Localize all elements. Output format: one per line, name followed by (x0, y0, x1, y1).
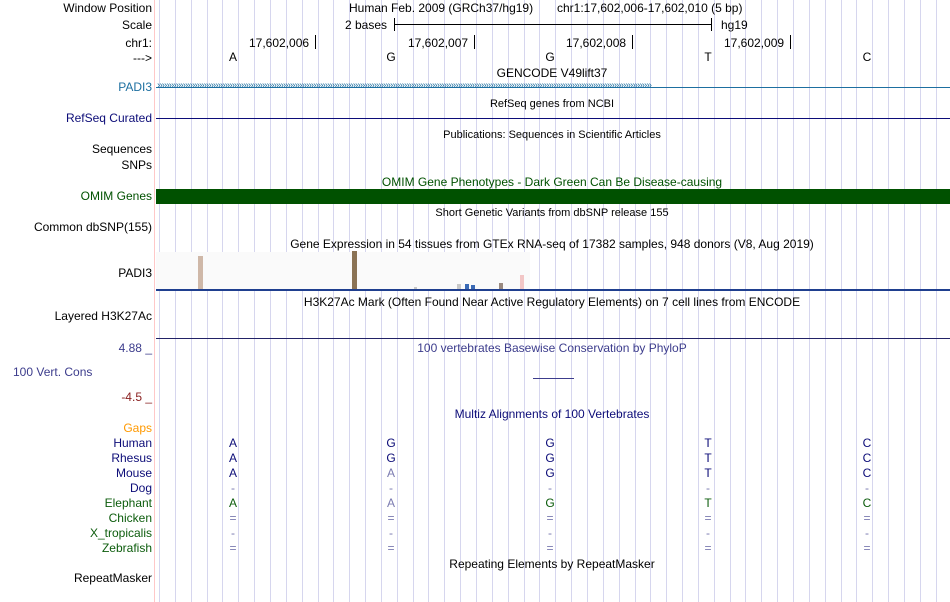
reference-base: T (704, 50, 712, 64)
strand-label: ---> (133, 51, 152, 65)
alignment-base: = (546, 541, 554, 555)
alignment-base: = (704, 511, 712, 525)
alignment-base: - (865, 526, 869, 540)
reference-base: C (862, 50, 872, 64)
publications-track-label[interactable]: Sequences (91, 142, 152, 156)
dbsnp-track-title: Short Genetic Variants from dbSNP release 155 (435, 207, 669, 219)
ruler-tick (315, 35, 316, 49)
gencode-track-title: GENCODE V49lift37 (496, 66, 608, 80)
alignment-base: - (865, 481, 869, 495)
reference-base: A (228, 50, 237, 64)
publications-track-title: Publications: Sequences in Scientific Articles (443, 129, 661, 141)
omim-track-label[interactable]: OMIM Genes (80, 189, 152, 203)
gtex-tissue-bar[interactable] (520, 275, 524, 289)
reference-base: G (545, 50, 555, 64)
species-label: Dog (129, 481, 152, 495)
ruler-tick-label: 17,602,009 (724, 36, 785, 50)
alignment-base: C (862, 451, 872, 465)
alignment-base: - (548, 481, 552, 495)
gaps-label: Gaps (123, 421, 152, 435)
species-label: Rhesus (111, 451, 152, 465)
gtex-tissue-bar[interactable] (414, 287, 417, 289)
alignment-base: G (545, 496, 555, 510)
alignment-base: A (228, 451, 237, 465)
alignment-base: = (229, 511, 237, 525)
gtex-tissue-bar[interactable] (352, 251, 357, 289)
alignment-base: - (389, 526, 393, 540)
alignment-base: C (862, 436, 872, 450)
species-label: X_tropicalis (89, 526, 152, 540)
window-position-label: Window Position (63, 1, 152, 15)
phylop-track-title: 100 vertebrates Basewise Conservation by PhyloP (417, 341, 687, 355)
gtex-tissue-bar[interactable] (457, 284, 461, 289)
assembly-title: Human Feb. 2009 (GRCh37/hg19) (349, 1, 534, 15)
db-label: hg19 (721, 18, 748, 32)
padi3-gene-label[interactable]: PADI3 (118, 80, 152, 94)
phylop-score-bar (533, 378, 574, 379)
refseq-transcript-line[interactable] (156, 118, 950, 119)
h3k27ac-track-title: H3K27Ac Mark (Often Found Near Active Regulatory Elements) on 7 cell lines from ENCODE (303, 295, 801, 309)
species-label: Zebrafish (101, 541, 152, 555)
gtex-track-title: Gene Expression in 54 tissues from GTEx RNA-seq of 17382 samples, 948 donors (V8, Aug 2019) (290, 237, 814, 251)
gtex-gene-baseline (156, 289, 950, 291)
ruler-tick-label: 17,602,007 (408, 36, 469, 50)
h3k27ac-baseline (156, 338, 950, 339)
scale-label: Scale (121, 18, 152, 32)
ruler-tick-label: 17,602,008 (566, 36, 627, 50)
repeatmasker-track-title: Repeating Elements by RepeatMasker (449, 557, 655, 571)
scale-text: 2 bases (345, 18, 388, 32)
snps-track-label[interactable]: SNPs (121, 158, 152, 172)
alignment-base: T (704, 436, 712, 450)
species-label: Mouse (115, 466, 152, 480)
alignment-base: A (386, 496, 395, 510)
multiz-track-title: Multiz Alignments of 100 Vertebrates (454, 407, 650, 421)
alignment-base: - (231, 526, 235, 540)
ruler-tick (790, 35, 791, 49)
alignment-base: T (704, 466, 712, 480)
ruler-tick (632, 35, 633, 49)
repeatmasker-track-label[interactable]: RepeatMasker (73, 571, 152, 585)
alignment-base: - (706, 481, 710, 495)
track-left-border (154, 0, 155, 602)
refseq-track-label[interactable]: RefSeq Curated (65, 111, 152, 125)
alignment-base: A (386, 466, 395, 480)
alignment-base: - (231, 481, 235, 495)
alignment-base: G (545, 466, 555, 480)
alignment-base: = (863, 541, 871, 555)
alignment-base: C (862, 496, 872, 510)
phylop-max-label: 4.88 _ (118, 341, 152, 355)
gtex-track-label[interactable]: PADI3 (118, 266, 152, 280)
alignment-base: T (704, 496, 712, 510)
alignment-base: = (387, 541, 395, 555)
gtex-tissue-bar[interactable] (471, 285, 475, 289)
omim-gene-bar[interactable] (156, 189, 950, 204)
position-readout[interactable]: chr1:17,602,006-17,602,010 (5 bp) (557, 1, 743, 15)
alignment-base: G (545, 436, 555, 450)
alignment-base: G (386, 451, 396, 465)
alignment-base: = (863, 511, 871, 525)
alignment-base: = (546, 511, 554, 525)
omim-track-title: OMIM Gene Phenotypes - Dark Green Can Be Disease-causing (381, 175, 723, 189)
alignment-base: - (548, 526, 552, 540)
ruler-tick (474, 35, 475, 49)
alignment-base: A (228, 436, 237, 450)
alignment-base: - (389, 481, 393, 495)
alignment-base: A (228, 466, 237, 480)
species-label: Human (113, 436, 152, 450)
alignment-base: G (386, 436, 396, 450)
scale-bar-left-tick (394, 18, 395, 31)
ruler-tick-label: 17,602,006 (249, 36, 310, 50)
refseq-track-title: RefSeq genes from NCBI (489, 98, 615, 110)
chrom-label: chr1: (125, 36, 152, 50)
h3k27ac-track-label[interactable]: Layered H3K27Ac (54, 309, 152, 323)
gtex-tissue-bar[interactable] (465, 284, 469, 289)
species-label: Chicken (108, 511, 152, 525)
alignment-base: - (706, 526, 710, 540)
alignment-base: = (704, 541, 712, 555)
alignment-base: = (229, 541, 237, 555)
species-label: Elephant (104, 496, 152, 510)
gtex-tissue-bar[interactable] (198, 256, 203, 289)
dbsnp-track-label[interactable]: Common dbSNP(155) (33, 220, 152, 234)
scale-bar (394, 24, 712, 25)
scale-bar-right-tick (711, 18, 712, 31)
alignment-base: = (387, 511, 395, 525)
alignment-base: A (228, 496, 237, 510)
phylop-track-label[interactable]: 100 Vert. Cons (13, 365, 93, 379)
alignment-base: G (545, 451, 555, 465)
padi3-strand-arrows: ›››››››››››››››››››››››››››››››››››››››››››››››››››››››››››››››››››››››››››››››››››››››››››››››››››››››››››››››››››››››››››››››››››››››››››››››››››››››››››››››››››››››››››››››››››››››››››››››››››››››››››››››››››› (157, 80, 651, 91)
phylop-min-label: -4.5 _ (121, 390, 152, 404)
alignment-base: T (704, 451, 712, 465)
reference-base: G (386, 50, 396, 64)
gtex-tissue-bar[interactable] (499, 283, 503, 289)
alignment-base: C (862, 466, 872, 480)
